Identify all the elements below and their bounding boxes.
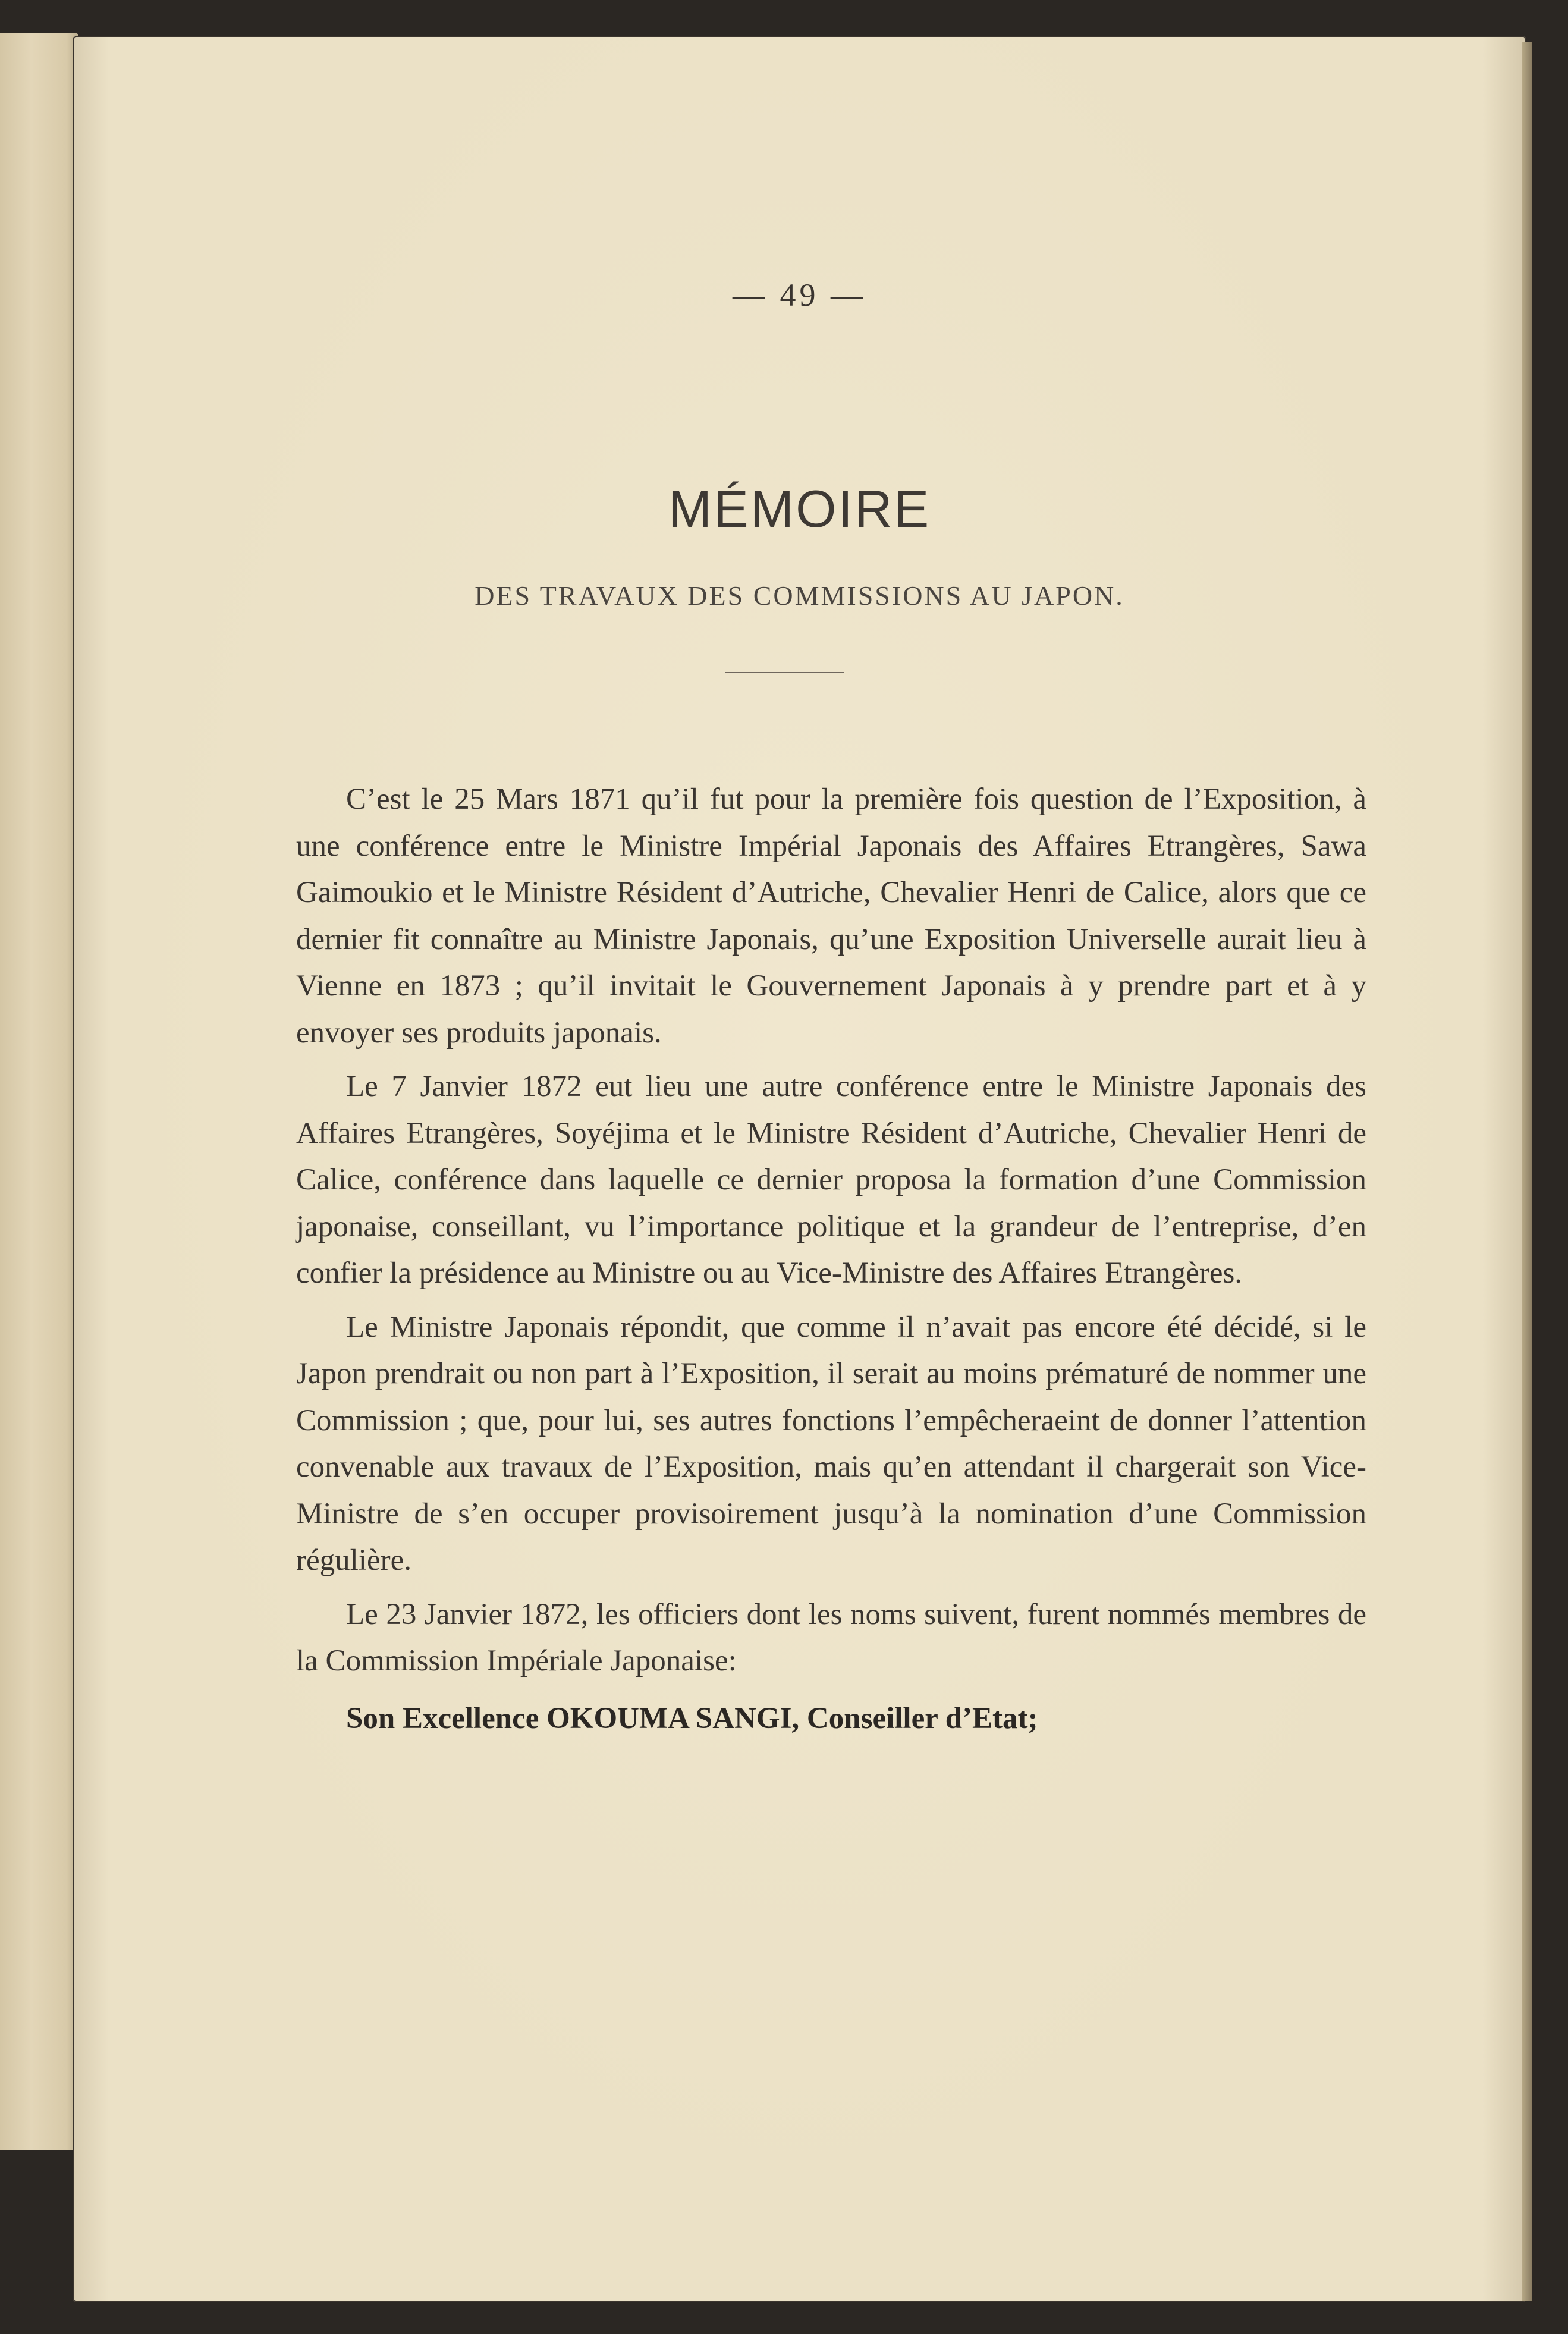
page-right-edge	[1522, 42, 1532, 2301]
facing-page-edge	[0, 33, 78, 2150]
paragraph-3: Le Ministre Japonais répondit, que comme il n’avait pas encore été décidé, si le Japon prendrait ou non part à l’Exposition, il serait au moins prématuré de nommer une Commission ; que, pour lui, ses autres fonctions l’empêcheraeint de donner l’attention convenable aux travaux de l’Exposition, mais qu’en attendant il chargerait son Vice-Ministre de s’en occuper provisoirement jusqu’à la nomination d’une Commission régulière.	[296, 1310, 1366, 1577]
paragraph-2: Le 7 Janvier 1872 eut lieu une autre conférence entre le Ministre Japonais des Affaires Etrangères, Soyéjima et le Ministre Résident d’Autriche, Chevalier Henri de Calice, conférence dans laquelle ce dernier proposa la formation d’une Commission japonaise, conseillant, vu l’importance politique et la grandeur de l’entreprise, d’en confier la présidence au Ministre ou au Vice-Ministre des Affaires Etrangères.	[296, 1070, 1366, 1290]
page-number: — 49 —	[733, 277, 866, 313]
member-line: Son Excellence OKOUMA SANGI, Conseiller d’Etat;	[346, 1701, 1038, 1735]
page-title: MÉMOIRE	[668, 479, 931, 538]
body-text	[296, 776, 1366, 1742]
paragraph-1: C’est le 25 Mars 1871 qu’il fut pour la première fois question de l’Exposition, à une conférence entre le Ministre Impérial Japonais des Affaires Etrangères, Sawa Gaimoukio et le Ministre Résident d’Autriche, Chevalier Henri de Calice, alors que ce dernier fit connaître au Ministre Japonais, qu’une Exposition Universelle aurait lieu à Vienne en 1873 ; qu’il invitait le Gouvernement Japonais à y prendre part et à y envoyer ses produits japonais.	[296, 783, 1366, 1050]
title-divider	[725, 672, 844, 673]
page-content	[73, 36, 1526, 2302]
page-subtitle: DES TRAVAUX DES COMMISSIONS AU JAPON.	[475, 580, 1124, 611]
book-page	[73, 36, 1526, 2302]
paragraph-4: Le 23 Janvier 1872, les officiers dont les noms suivent, furent nommés membres de la Commission Impériale Japonaise:	[296, 1597, 1366, 1678]
